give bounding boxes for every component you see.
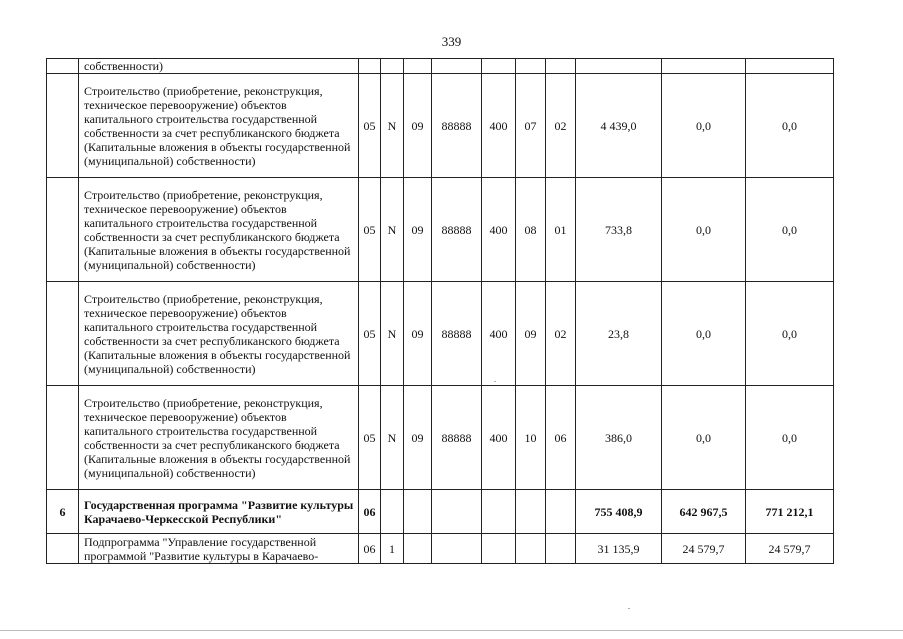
code-department-cell	[516, 59, 546, 74]
row-index-cell	[47, 534, 79, 564]
code-letter-cell: N	[381, 282, 404, 386]
table-row	[47, 490, 834, 534]
code-subdivision-cell: 02	[546, 282, 576, 386]
expense-type-cell: 400	[482, 282, 516, 386]
row-index-cell	[47, 282, 79, 386]
code-section-cell: 06	[359, 490, 381, 534]
expense-type-cell	[482, 59, 516, 74]
code-letter-cell	[381, 59, 404, 74]
amount-year1-cell: 386,0	[576, 386, 662, 490]
amount-year3-cell: 0,0	[746, 178, 834, 282]
table-row	[47, 386, 834, 490]
expense-type-cell: 400	[482, 178, 516, 282]
code-subprogram-cell	[404, 534, 432, 564]
amount-year1-cell: 4 439,0	[576, 74, 662, 178]
table-row	[47, 178, 834, 282]
row-description-cell: собственности)	[79, 59, 359, 74]
row-description-cell: Строительство (приобретение, реконструкция, техническое перевооружение) объектов капитального строительства государственной собственности за счет республиканского бюджета (Капитальные вложения в объекты государственной (муниципальной) собственности)	[79, 386, 359, 490]
expense-type-cell	[482, 534, 516, 564]
amount-year3-cell: 0,0	[746, 282, 834, 386]
code-direction-cell: 88888	[432, 178, 482, 282]
expense-type-cell: 400	[482, 74, 516, 178]
table-row	[47, 534, 834, 564]
code-subdivision-cell	[546, 490, 576, 534]
scan-speck	[628, 608, 630, 609]
amount-year2-cell: 0,0	[662, 74, 746, 178]
amount-year2-cell	[662, 59, 746, 74]
code-department-cell	[516, 534, 546, 564]
code-section-cell: 05	[359, 386, 381, 490]
code-section-cell: 05	[359, 178, 381, 282]
code-subdivision-cell: 01	[546, 178, 576, 282]
amount-year3-cell: 0,0	[746, 74, 834, 178]
table-row	[47, 59, 834, 74]
code-subprogram-cell: 09	[404, 282, 432, 386]
page-number: 339	[441, 34, 462, 49]
code-subprogram-cell: 09	[404, 74, 432, 178]
amount-year1-cell	[576, 59, 662, 74]
code-direction-cell	[432, 59, 482, 74]
row-description-cell: Подпрограмма "Управление государственной программой "Развитие культуры в Карачаево-	[79, 534, 359, 564]
table-row	[47, 282, 834, 386]
expense-type-cell: 400	[482, 386, 516, 490]
code-letter-cell: 1	[381, 534, 404, 564]
code-subprogram-cell	[404, 59, 432, 74]
code-department-cell: 07	[516, 74, 546, 178]
code-subprogram-cell: 09	[404, 178, 432, 282]
amount-year2-cell: 0,0	[662, 178, 746, 282]
amount-year2-cell: 24 579,7	[662, 534, 746, 564]
code-direction-cell: 88888	[432, 386, 482, 490]
code-department-cell	[516, 490, 546, 534]
row-index-cell: 6	[47, 490, 79, 534]
code-subdivision-cell: 02	[546, 74, 576, 178]
row-description-cell: Государственная программа "Развитие культуры Карачаево-Черкесской Республики"	[79, 490, 359, 534]
amount-year2-cell: 642 967,5	[662, 490, 746, 534]
code-subprogram-cell: 09	[404, 386, 432, 490]
amount-year1-cell: 31 135,9	[576, 534, 662, 564]
code-direction-cell: 88888	[432, 282, 482, 386]
code-letter-cell: N	[381, 74, 404, 178]
code-direction-cell	[432, 534, 482, 564]
code-section-cell: 05	[359, 282, 381, 386]
row-description-cell: Строительство (приобретение, реконструкция, техническое перевооружение) объектов капитального строительства государственной собственности за счет республиканского бюджета (Капитальные вложения в объекты государственной (муниципальной) собственности)	[79, 74, 359, 178]
amount-year1-cell: 733,8	[576, 178, 662, 282]
amount-year1-cell: 755 408,9	[576, 490, 662, 534]
code-subdivision-cell	[546, 534, 576, 564]
scan-speck	[494, 381, 496, 382]
row-index-cell	[47, 59, 79, 74]
code-direction-cell: 88888	[432, 74, 482, 178]
amount-year2-cell: 0,0	[662, 386, 746, 490]
amount-year1-cell: 23,8	[576, 282, 662, 386]
row-description-cell: Строительство (приобретение, реконструкция, техническое перевооружение) объектов капитального строительства государственной собственности за счет республиканского бюджета (Капитальные вложения в объекты государственной (муниципальной) собственности)	[79, 178, 359, 282]
scan-edge-line	[0, 630, 903, 631]
amount-year3-cell: 771 212,1	[746, 490, 834, 534]
code-subdivision-cell	[546, 59, 576, 74]
row-description-cell: Строительство (приобретение, реконструкция, техническое перевооружение) объектов капитального строительства государственной собственности за счет республиканского бюджета (Капитальные вложения в объекты государственной (муниципальной) собственности)	[79, 282, 359, 386]
amount-year3-cell	[746, 59, 834, 74]
code-department-cell: 08	[516, 178, 546, 282]
row-index-cell	[47, 178, 79, 282]
code-section-cell: 06	[359, 534, 381, 564]
code-letter-cell: N	[381, 386, 404, 490]
amount-year3-cell: 0,0	[746, 386, 834, 490]
expense-type-cell	[482, 490, 516, 534]
budget-table	[46, 58, 834, 564]
amount-year2-cell: 0,0	[662, 282, 746, 386]
code-letter-cell	[381, 490, 404, 534]
code-section-cell	[359, 59, 381, 74]
table-row	[47, 74, 834, 178]
code-department-cell: 09	[516, 282, 546, 386]
row-index-cell	[47, 386, 79, 490]
code-department-cell: 10	[516, 386, 546, 490]
code-subprogram-cell	[404, 490, 432, 534]
row-index-cell	[47, 74, 79, 178]
code-subdivision-cell: 06	[546, 386, 576, 490]
code-section-cell: 05	[359, 74, 381, 178]
code-letter-cell: N	[381, 178, 404, 282]
amount-year3-cell: 24 579,7	[746, 534, 834, 564]
code-direction-cell	[432, 490, 482, 534]
table-body	[47, 59, 834, 564]
